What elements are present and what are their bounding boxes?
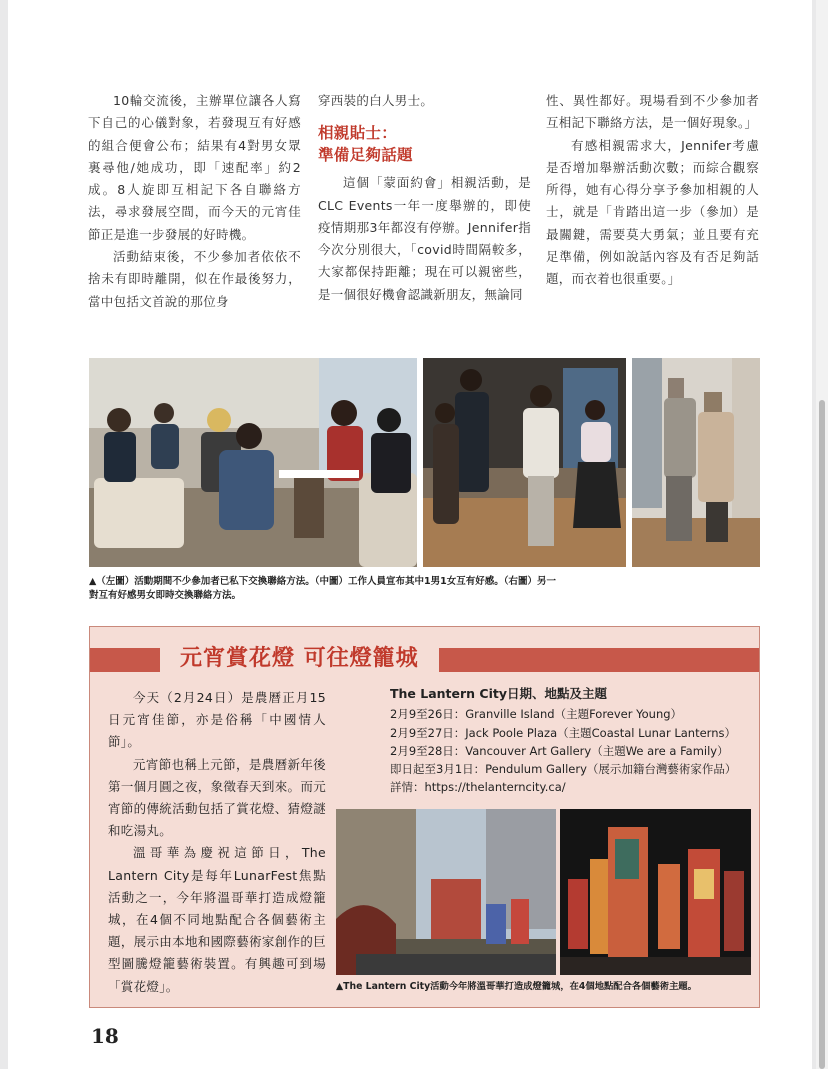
sidebar-paragraph: 溫哥華為慶祝這節日，The Lantern City是每年LunarFest焦點活動之一，今年將溫哥華打造成燈籠城，在4個不同地點配合各個藝術主題，展示由本地和國際藝術家創作的巨型圖騰燈籠藝術裝置。有興趣可到場「賞花燈」。 (108, 845, 326, 994)
photo-lantern-gallery (336, 809, 556, 975)
article-paragraph: 這個「蒙面約會」相親活動，是CLC Events一年一度舉辦的，即使疫情期那3年都沒有停辦。Jennifer指今次分別很大，「covid時間隔較多，大家都保持距離；現在可以親密些，是一個很好機會認識新朋友，無論同 (318, 175, 531, 302)
info-line: 2月9至27日：Jack Poole Plaza（主題Coastal Lunar Lanterns） (390, 725, 736, 740)
info-line: 即日起至3月1日：Pendulum Gallery（展示加籍台灣藝術家作品） (390, 762, 737, 777)
sidebar-body-text (108, 687, 326, 998)
article-paragraph: 穿西裝的白人男士。 (318, 93, 434, 108)
photo-middle-announcement (423, 358, 626, 567)
sidebar-title: 元宵賞花燈 可往燈籠城 (160, 639, 439, 679)
subheading-line-2: 準備足夠話題 (318, 146, 413, 165)
magazine-page (8, 0, 812, 1069)
scrollbar-thumb[interactable] (819, 400, 825, 1069)
article-paragraph: 10輪交流後，主辦單位讓各人寫下自己的心儀對象，若發現互有好感的組合便會公布；結果有4對男女眾裏尋他/她成功，即「速配率」約2成。8人旋即互相記下各自聯絡方法，尋求發展空間，而今天的元宵佳節正是進一步發展的好時機。 (88, 93, 301, 242)
page-number: 18 (91, 1024, 119, 1048)
article-paragraph: 活動結束後，不少參加者依依不捨未有即時離開，似在作最後努力，當中包括文首說的那位身 (88, 249, 301, 309)
section-subheading (318, 122, 531, 166)
lantern-photo-caption: ▲The Lantern City活動今年將溫哥華打造成燈籠城，在4個地點配合各個藝術主題。 (336, 981, 697, 992)
article-column-2 (318, 90, 531, 306)
info-title: The Lantern City日期、地點及主題 (390, 686, 608, 701)
photo-left-mingling (89, 358, 417, 567)
sidebar-paragraph: 元宵節也稱上元節，是農曆新年後第一個月圓之夜，象徵春天到來。而元宵節的傳統活動包括了賞花燈、猜燈謎和吃湯丸。 (108, 756, 326, 839)
article-column-3 (546, 90, 759, 291)
lantern-photo-pair (336, 809, 751, 975)
article-paragraph: 有感相親需求大，Jennifer考慮是否增加舉辦活動次數；而綜合觀察所得，她有心得分享予參加相親的人士，就是「肯踏出這一步（參加）是最關鍵，需要莫大勇氣；並且要有充足準備，例如說話內容及有否足夠話題，而衣着也很重要。」 (546, 137, 759, 287)
subheading-line-1: 相親貼士： (318, 124, 398, 143)
photo-lantern-night (560, 809, 751, 975)
lantern-sidebar-box (89, 626, 760, 1008)
photo-caption: ▲（左圖）活動期間不少參加者已私下交換聯絡方法。（中圖）工作人員宣布其中1男1女互有好感。（右圖）另一對互有好感男女即時交換聯絡方法。 (89, 576, 557, 601)
article-column-1 (88, 90, 301, 313)
sidebar-paragraph: 今天（2月24日）是農曆正月15日元宵佳節，亦是俗稱「中國情人節」。 (108, 690, 326, 750)
event-photo-strip (89, 358, 760, 567)
photo-right-couple (632, 358, 760, 567)
info-line: 2月9至28日：Vancouver Art Gallery（主題We are a Family） (390, 743, 729, 758)
article-paragraph: 性、異性都好。現場看到不少參加者互相記下聯絡方法，是一個好現象。」 (546, 93, 759, 131)
vertical-scrollbar[interactable] (816, 0, 828, 1069)
info-line: 2月9至26日：Granville Island（主題Forever Young） (390, 707, 683, 722)
info-link: 詳情：https://thelanterncity.ca/ (390, 780, 566, 795)
event-info-list (390, 685, 755, 797)
